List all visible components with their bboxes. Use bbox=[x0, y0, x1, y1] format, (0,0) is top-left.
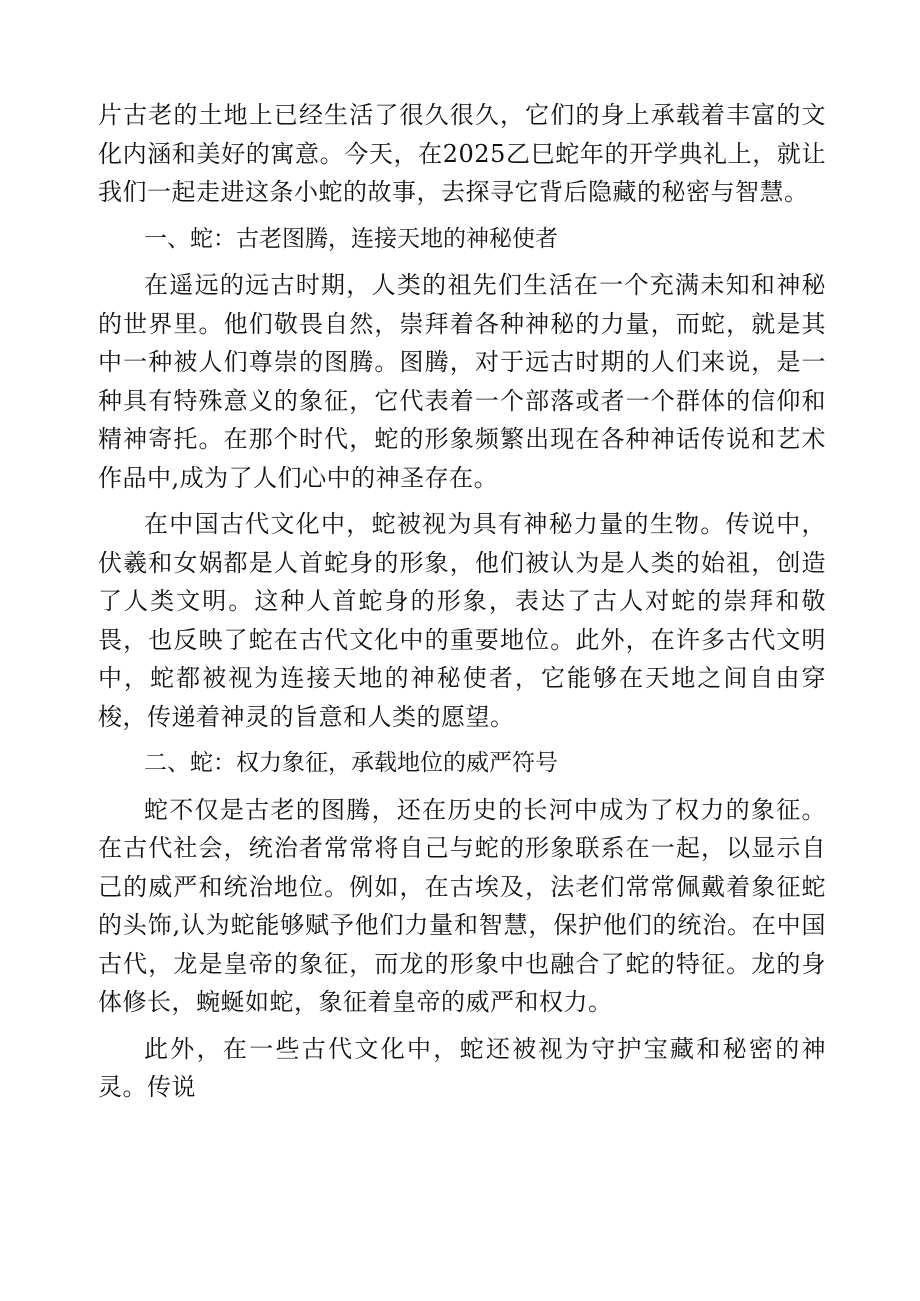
section-heading-2: 二、蛇：权力象征，承载地位的威严符号 bbox=[144, 750, 558, 776]
section-1-paragraph-2: 在中国古代文化中，蛇被视为具有神秘力量的生物。传说中，伏羲和女娲都是人首蛇身的形象，他们被认为是人类的始祖，创造了人类文明。这种人首蛇身的形象，表达了古人对蛇的崇拜和敬畏，也反映了蛇在古代文化中的重要地位。此外，在许多古代文明中，蛇都被视为连接天地的神秘使者，它能够在天地之间自由穿梭，传递着神灵的旨意和人类的愿望。 bbox=[98, 510, 826, 731]
section-2-paragraph-2: 此外，在一些古代文化中，蛇还被视为守护宝藏和秘密的神灵。传说 bbox=[98, 1034, 826, 1101]
section-heading-1: 一、蛇：古老图腾，连接天地的神秘使者 bbox=[144, 225, 558, 252]
section-2-paragraph-1: 蛇不仅是古老的图腾，还在历史的长河中成为了权力的象征。在古代社会，统治者常常将自己与蛇的形象联系在一起，以显示自己的威严和统治地位。例如，在古埃及，法老们常常佩戴着象征蛇的头饰,认为蛇能够赋予他们力量和智慧，保护他们的统治。在中国古代，龙是皇帝的象征，而龙的形象中也融合了蛇的特征。龙的身体修长，蜿蜒如蛇，象征着皇帝的威严和权力。 bbox=[98, 795, 826, 1016]
document-body bbox=[98, 96, 826, 1115]
section-1-paragraph-1: 在遥远的远古时期，人类的祖先们生活在一个充满未知和神秘的世界里。他们敬畏自然，崇拜着各种神秘的力量，而蛇，就是其中一种被人们尊崇的图腾。图腾，对于远古时期的人们来说，是一种具有特殊意义的象征，它代表着一个部落或者一个群体的信仰和精神寄托。在那个时代，蛇的形象频繁出现在各种神话传说和艺术作品中,成为了人们心中的神圣存在。 bbox=[98, 271, 826, 492]
intro-paragraph: 片古老的土地上已经生活了很久很久，它们的身上承载着丰富的文化内涵和美好的寓意。今天，在2025乙巳蛇年的开学典礼上，就让我们一起走进这条小蛇的故事，去探寻它背后隐藏的秘密与智慧。 bbox=[98, 101, 826, 206]
